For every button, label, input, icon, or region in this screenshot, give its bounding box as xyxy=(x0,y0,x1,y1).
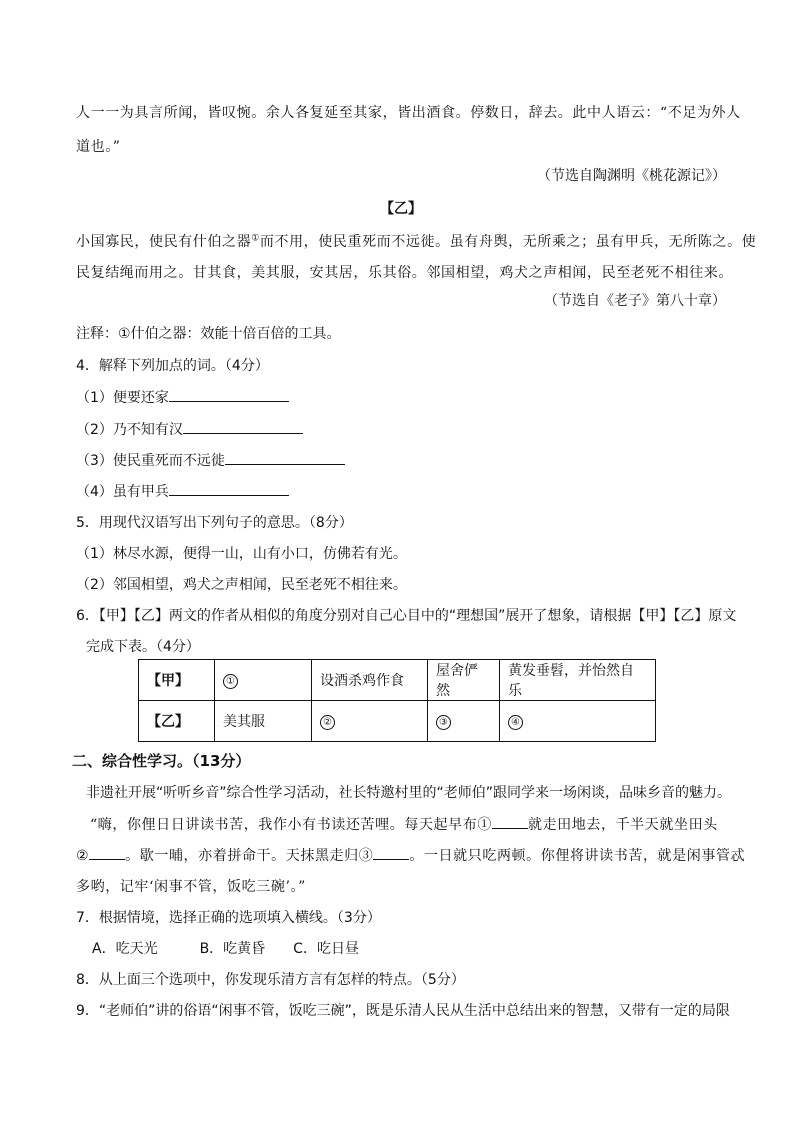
passage-jia-line1: 人一一为具言所闻，皆叹惋。余人各复延至其家，皆出酒食。停数日，辞去。此中人语云：“不足为外人 xyxy=(76,105,741,121)
table-cell[interactable] xyxy=(312,701,428,742)
table-cell: 屋舍俨然 xyxy=(428,660,500,701)
speech-line2-part3: 。一日就只吃两顿。你俚将讲读书苦，就是闲事管忒 xyxy=(409,848,746,864)
speech-line3: 多哟，记牢‘闲事不管，饭吃三碗’。” xyxy=(76,879,306,895)
answer-blank[interactable] xyxy=(89,847,125,860)
q8-stem: 8．从上面三个选项中，你发现乐清方言有怎样的特点。（5分） xyxy=(76,972,465,988)
passage-yi-line2: 民复结绳而用之。甘其食，美其服，安其居，乐其俗。邻国相望，鸡犬之声相闻，民至老死不相往来。 xyxy=(76,265,733,281)
speech-line1-part2: 就走田地去，千半天就坐田头 xyxy=(527,817,718,833)
answer-blank[interactable] xyxy=(169,483,289,496)
comparison-table xyxy=(138,659,656,742)
circled-number: ① xyxy=(223,674,238,689)
q7-stem: 7．根据情境，选择正确的选项填入横线。（3分） xyxy=(76,910,381,926)
q4-item-4-text: （4）虽有甲兵 xyxy=(76,484,169,500)
q4-item-3 xyxy=(76,450,726,470)
q4-item-1-text: （1）便要还家 xyxy=(76,390,169,406)
q4-item-4 xyxy=(76,481,726,501)
passage-yi-line1-part2: 而不用，使民重死而不远徙。虽有舟舆，无所乘之；虽有甲兵，无所陈之。使 xyxy=(259,234,757,250)
table-cell: 黄发垂髫，并怡然自乐 xyxy=(500,660,656,701)
passage-yi-line1 xyxy=(76,231,757,251)
section2-heading: 二、综合性学习。（13分） xyxy=(72,752,251,770)
table-cell xyxy=(215,660,312,701)
table-cell: 【甲】 xyxy=(139,660,215,701)
answer-blank[interactable] xyxy=(169,389,289,402)
q4-stem: 4．解释下列加点的词。（4分） xyxy=(76,358,269,374)
answer-blank[interactable] xyxy=(183,421,303,434)
passage-yi-line1-part1: 小国寡民，使民有什伯之器 xyxy=(76,234,252,250)
table-cell: 【乙】 xyxy=(139,701,215,742)
table-cell: 设酒杀鸡作食 xyxy=(312,660,428,701)
table-cell[interactable] xyxy=(428,701,500,742)
annotation: 注释：①什伯之器：效能十倍百倍的工具。 xyxy=(76,326,341,342)
section2-intro: 非遗社开展“听听乡音”综合性学习活动，社长特邀村里的“老师伯”跟同学来一场闲谈，品味乡音的魅力。 xyxy=(86,785,732,801)
answer-blank[interactable] xyxy=(225,452,345,465)
q9-stem: 9．“老师伯”讲的俗语“闲事不管，饭吃三碗”，既是乐清人民从生活中总结出来的智慧，又带有一定的局限 xyxy=(76,1003,730,1019)
speech-line2 xyxy=(76,845,746,865)
q4-item-1 xyxy=(76,387,726,407)
q7-options: A．吃天光 B．吃黄昏 C．吃日昼 xyxy=(92,941,359,957)
speech-line1 xyxy=(90,814,726,834)
q5-stem: 5．用现代汉语写出下列句子的意思。（8分） xyxy=(76,515,353,531)
circled-number: ② xyxy=(320,715,335,730)
speech-line2-part2: 。歇一晡，亦着拼命干。天抹黑走归③ xyxy=(125,848,374,864)
table-cell[interactable] xyxy=(500,701,656,742)
q4-item-2-text: （2）乃不知有汉 xyxy=(76,422,183,438)
q5-item-2: （2）邻国相望，鸡犬之声相闻，民至老死不相往来。 xyxy=(76,577,407,593)
speech-line1-part1: “嗨，你俚日日讲读书苦，我作小有书读还苦哩。每天起早布① xyxy=(90,817,492,833)
table-cell: 美其服 xyxy=(215,701,312,742)
circled-number: ④ xyxy=(508,715,523,730)
q6-stem-line1: 6．【甲】【乙】两文的作者从相似的角度分别对自己心目中的“理想国”展开了想象，请根据【甲】【乙】原文 xyxy=(76,608,737,624)
answer-blank[interactable] xyxy=(492,816,528,829)
speech-line2-part1: ② xyxy=(76,848,90,864)
q5-item-1: （1）林尽水源，便得一山，山有小口，仿佛若有光。 xyxy=(76,546,407,562)
q6-stem-line2: 完成下表。（4分） xyxy=(86,639,200,655)
passage-yi-source: （节选自《老子》第八十章） xyxy=(544,293,726,309)
table-row xyxy=(139,701,656,742)
q4-item-3-text: （3）使民重死而不远徙 xyxy=(76,453,225,469)
footnote-marker: ① xyxy=(251,233,260,244)
circled-number: ③ xyxy=(436,715,451,730)
table-row xyxy=(139,660,656,701)
q4-item-2 xyxy=(76,419,726,439)
passage-jia-line2: 道也。” xyxy=(76,139,121,155)
passage-jia-source: （节选自陶渊明《桃花源记》） xyxy=(537,168,726,184)
answer-blank[interactable] xyxy=(373,847,409,860)
passage-yi-heading: 【乙】 xyxy=(380,201,422,217)
